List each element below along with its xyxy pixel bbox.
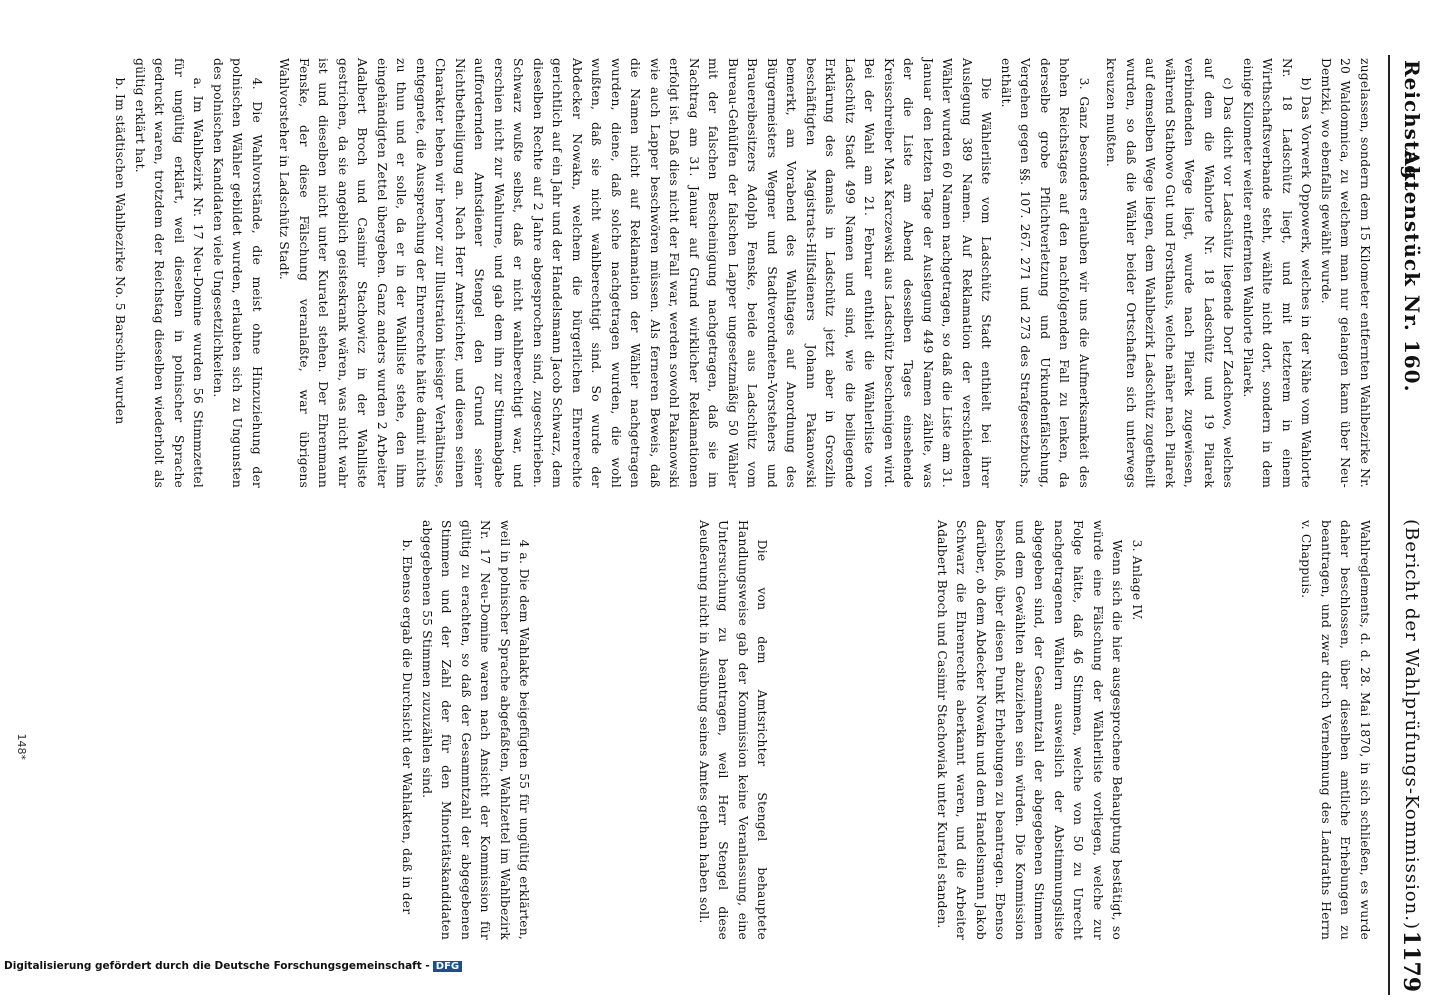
left-column — [110, 58, 1374, 488]
paragraph: b. Ebenso ergab die Durchsicht der Wahlakten, daß in der — [400, 539, 415, 915]
paragraph: 3. Ganz besonders erlauben wir uns die Aufmerksamkeit des hohen Reichstages auf den nachfolgenden Fall zu lenken, da derselbe grobe Pflichtverletzung und Urkundenfälschung, Vergehen gegen §§. 107. 267. 271 und 273 des Strafgesetzbuchs, enthält. — [999, 58, 1091, 488]
paragraph: Wenn sich die hier ausgesprochene Behauptung bestätigt, so würde eine Fälschung der Wählerliste vorliegen, welche zur Folge hätte, daß 46 Stimmen, welche von 50 zu Unrecht nachgetragenen Wählern ausweislich der Abstimmungsliste abgegeben sind, der Gesammtzahl der abgegebenen Stimmen und dem Gewählten abzuziehen sein würden. Die Kommission beschloß, über diesen Punkt Erhebungen zu beantragen. Ebenso darüber, ob dem Abdecker Nowakn und dem Handelsmann Jakob Schwarz die Ehrenrechte aberkannt waren, und die Arbeiter Adalbert Broch und Casimir Stachowiak unter Kuratel standen. — [935, 520, 1125, 940]
paragraph: c) Das dicht vor Ladschütz liegende Dorf Zadchowo, welches auf dem die Wahlorte Nr. 18 Ladschütz und 19 Pilarek verbindenden Wege liegt, wurde nach Pilarek zugewiesen, während Stathowo Gut und Forsthaus, welche näher nach Pilarek auf demselben Wege liegen, dem Wahlbezirk Ladschütz zugetheilt wurden, so daß die Wähler beider Ortschaften sich unterwegs kreuzen mußten. — [1104, 58, 1236, 488]
paragraph: Die von dem Amtsrichter Stengel behauptete Handlungsweise gab der Kommission keine Veranlassung, eine Untersuchung zu beantragen, weil Herr Stengel diese Aeußerung nicht in Ausübung seines Amtes gethan haben soll. — [697, 520, 770, 940]
paragraph: zugelassen, sondern dem 15 Kilometer entfernten Wahlbezirke Nr. 20 Waldomnica, zu welchem man nur gelangen kann über Neu-Demtzki, wo ebenfalls gewählt wurde. — [1319, 58, 1372, 488]
paragraph: 4 a. Die dem Wahlakte beigefügten 55 für ungültig erklärten, weil in polnischer Sprache abgefaßten, Wahlzettel im Wahlbezirk Nr. 17 Neu-Domine waren nach Ansicht der Kommission für gültig zu erachten, so daß der Gesammtzahl der abgegebenen Stimmen und der Zahl der für den Minoritätskandidaten abgegebenen 55 Stimmen zuzuzählen sind. — [420, 520, 532, 940]
publication-name: Reichstag. — [1400, 60, 1424, 189]
paragraph: b. Im städtischen Wahlbezirke No. 5 Barschin wurden — [113, 77, 128, 425]
credit-text: Digitalisierung gefördert durch die Deutsche Forschungsgemeinschaft - — [4, 960, 430, 972]
document-title: Aktenstück Nr. 160. — [1400, 150, 1424, 393]
paragraph: b) Das Vorwerk Oppowerk, welches in der Nähe vom Wahlorte Nr. 18 Ladschütz liegt, und mit letzterem in einem Wirthschaftsverbande steht, wählte nicht dort, sondern in dem einige Kilometer weiter entfernten Wahlorte Pilarek. — [1241, 58, 1314, 488]
section-heading: 3. Anlage IV. — [1130, 539, 1144, 621]
dfg-logo: DFG — [433, 961, 462, 972]
page-number: 1179 — [1398, 930, 1424, 992]
paragraph: a. Im Wahlbezirk Nr. 17 Neu-Domine wurden 56 Stimmzettel für ungültig erklärt, weil dieselben in polnischer Sprache gedruckt waren, trotzdem der Reichstag dieselben wiederholt als gültig erklärt hat. — [133, 58, 206, 488]
right-column — [397, 520, 1374, 940]
page-header — [1384, 0, 1432, 1000]
paragraph: 4. Die Wahlvorstände, die meist ohne Hinzuziehung der polnischen Wähler gebildet wurden, erlaubten sich zu Ungunsten des polnischen Kandidaten viele Ungesetzlichkeiten. — [211, 58, 264, 488]
header-rule — [1388, 55, 1390, 995]
footer-signature-mark: 148* — [15, 733, 28, 760]
paragraph: Die Wählerliste vom Ladschütz Stadt enthielt bei ihrer Auslegung 389 Namen. Auf Reklamation der verschiedenen Wähler wurden 60 Namen nachgetragen, so daß die Liste am 31. Januar den letzten Tage der Auslegung 449 Namen zählte, was der die Liste am Abend desselben Tages einsehende Kreisschreiber Max Karczewski aus Ladschütz bescheinigen wird. Bei der Wahl am 21. Februar enthielt die Wählerliste von Ladschütz Stadt 499 Namen und sind, wie die beiliegende Erklärung des damals in Ladschütz jetzt aber in Groszlin beschäftigten Magistrats-Hilfsdieners Johann Pakanowski bemerkt, am Vorabend des Wahltages auf Anordnung des Bürgermeisters Wegner und Stadtverordneten-Vorstehers und Brauereibesitzers Adolph Fenske, beide aus Ladschütz vom Bureau-Gehülfen der falschen Lapper ungesetzmäßig 50 Wähler mit der falschen Bescheinigung nachgetragen, daß sie im Nachtrag am 31. Januar auf Grund wirklicher Reklamationen erfolgt ist. Daß dies nicht der Fall war, werden sowohl Pakanowski wie auch Lapper beschwören müssen. Als ferneren Beweis, daß die Namen nicht auf Reklamation der Wähler nachgetragen wurden, diene, daß solche nachgetragen wurden, die wohl wußten, daß sie nicht wahlberechtigt sind. So wurde der Abdecker Nowakn, welchem die bürgerlichen Ehrenrechte gerichtlich auf ein Jahr und der Handelsmann Jacob Schwarz, dem dieselben Rechte auf 2 Jahre abgesprochen sind, zugeschrieben. Schwarz wußte selbst, daß er nicht wahlberechtigt war, und erschien nicht zur Wahlurne, und gab dem ihn zur Stimmabgabe auffordernden Amtsdiener Stengel den Grund seiner Nichtbetheiligung an. Nach Herr Amtsrichter, und diesen seinen Charakter heben wir hervor zur Illustration hiesiger Verhältnisse, entgegnete, die Aussprechung der Ehrenrechte hätte damit nichts zu thun und er solle, da er in der Wahlliste stehe, den ihm eingehändigten Zettel übergeben. Ganz anders wurden 2 Arbeiter Adalbert Broch und Casimir Stachowicz in der Wahlliste gestrichen, da sie angeblich geisteskrank wären, was nicht wahr ist und dieselben nicht unter Kuratel stehen. Der Ehrenmann Fenske, der diese Fälschung veranlaßte, war übrigens Wahlvorsteher in Ladschütz Stadt. — [277, 58, 994, 488]
document-subtitle: (Bericht der Wahlprüfungs-Kommission.) — [1401, 519, 1422, 930]
paragraph: Wahlreglements, d. d. 28. Mai 1870, in sich schließen, es wurde daher beschlossen, über dieselben amtliche Erhebungen zu beantragen, und zwar durch Vernehmung des Landraths Herrn v. Chappuis. — [1299, 520, 1372, 940]
